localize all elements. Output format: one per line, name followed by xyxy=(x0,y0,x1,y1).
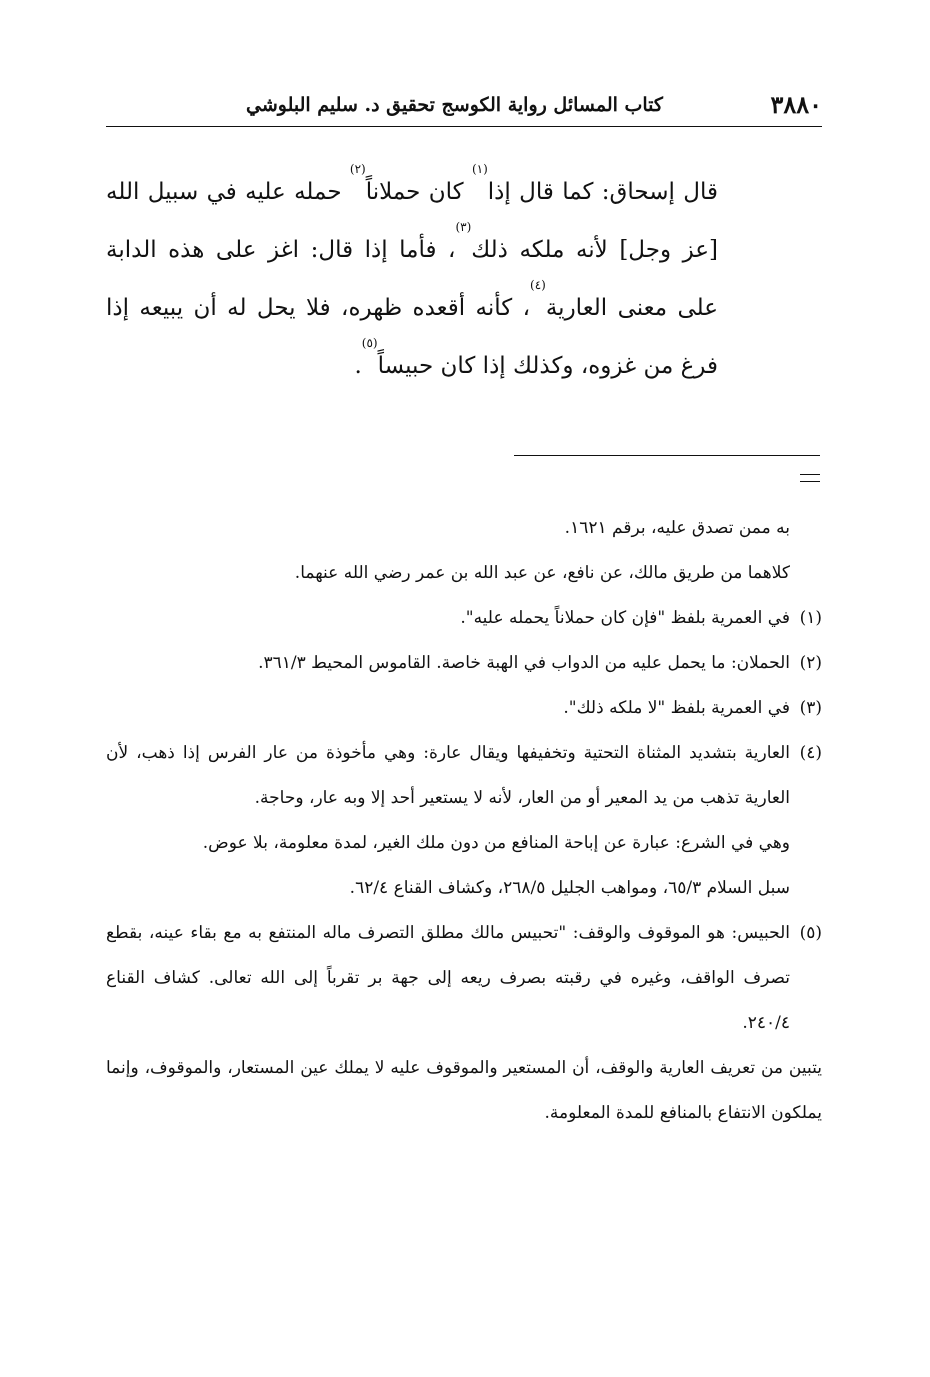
footnote-text: سبل السلام ٦٥/٣، ومواهب الجليل ٢٦٨/٥، وكشاف القناع ٦٢/٤. xyxy=(349,878,790,898)
footnote-3 xyxy=(106,686,822,731)
footnote-2 xyxy=(106,641,822,686)
footnote-5-continued xyxy=(106,1046,822,1136)
main-text xyxy=(106,163,718,395)
footnote-4-references xyxy=(106,866,822,911)
footnote-ref-3[interactable]: (٣) xyxy=(455,220,472,234)
footnote-5 xyxy=(106,911,822,1046)
footnote-4-continued xyxy=(106,821,822,866)
footnote-number: (٤) xyxy=(799,743,822,763)
main-text-segment: كان حملاناً xyxy=(365,179,472,205)
page-header xyxy=(106,86,822,127)
continuation-mark xyxy=(800,474,820,488)
footnote-continued xyxy=(106,551,822,596)
footnote-text: يتبين من تعريف العارية والوقف، أن المستعير والموقوف عليه لا يملك عين المستعار، والموقوف، وإنما يملكون الانتفاع بالمنافع للمدة المعلومة. xyxy=(106,1058,822,1123)
footnote-ref-2[interactable]: (٢) xyxy=(349,162,366,176)
footnote-text: الحملان: ما يحمل عليه من الدواب في الهبة خاصة. القاموس المحيط ٣٦١/٣. xyxy=(258,653,790,673)
footnote-text: في العمرية بلفظ "فإن كان حملاناً يحمله عليه". xyxy=(460,608,790,628)
footnote-text: وهي في الشرع: عبارة عن إباحة المنافع من دون ملك الغير، لمدة معلومة، بلا عوض. xyxy=(202,833,790,853)
main-text-segment: حمله عليه في سبيل الله [عز وجل] لأنه ملكه ذلك xyxy=(106,179,718,263)
footnote-number: (٥) xyxy=(799,923,822,943)
footnote-ref-5[interactable]: (٥) xyxy=(361,336,378,350)
footnote-text: العارية بتشديد المثناة التحتية وتخفيفها ويقال عارة: وهي مأخوذة من عار الفرس إذا ذهب، لأن العارية تذهب من يد المعير أو من العار، لأنه لا يستعير أحد إلا وبه عار، وحاجة. xyxy=(106,743,790,808)
footnote-ref-4[interactable]: (٤) xyxy=(530,278,546,292)
footnote-1 xyxy=(106,596,822,641)
footnote-4 xyxy=(106,731,822,821)
main-text-segment: . xyxy=(354,353,362,379)
footnote-text: به ممن تصدق عليه، برقم ١٦٢١. xyxy=(564,518,790,538)
footnote-continued xyxy=(106,506,822,551)
main-text-segment: قال إسحاق: كما قال إذا xyxy=(487,179,718,205)
main-text-segment: ، فأما إذا قال: اغز على هذه الدابة على معنى العارية xyxy=(106,237,718,321)
footnote-number: (١) xyxy=(799,608,822,628)
running-title: كتاب المسائل رواية الكوسج تحقيق د. سليم البلوشي xyxy=(246,94,663,116)
footnote-text: كلاهما من طريق مالك، عن نافع، عن عبد الله بن عمر رضي الله عنهما. xyxy=(294,563,790,583)
footnotes xyxy=(106,506,822,1136)
footnote-text: الحبيس: هو الموقوف والوقف: "تحبيس مالك مطلق التصرف ماله المنتفع به مع بقاء عينه، بقطع تصرف الواقف، وغيره في رقبته بصرف ريعه إلى جهة بر تقرباً إلى الله تعالى. كشاف القناع ٢٤٠/٤. xyxy=(106,923,790,1033)
main-text-segment: ، كأنه أقعده ظهره، فلا يحل له أن يبيعه إذا فرغ من غزوه، وكذلك إذا كان حبيساً xyxy=(106,295,718,379)
footnote-number: (٣) xyxy=(799,698,822,718)
footnote-number: (٢) xyxy=(799,653,822,673)
footnote-text: في العمرية بلفظ "لا ملكه ذلك". xyxy=(563,698,790,718)
footnote-separator xyxy=(514,455,820,456)
page-number: ٣٨٨٠ xyxy=(770,90,822,119)
footnote-ref-1[interactable]: (١) xyxy=(471,162,488,176)
